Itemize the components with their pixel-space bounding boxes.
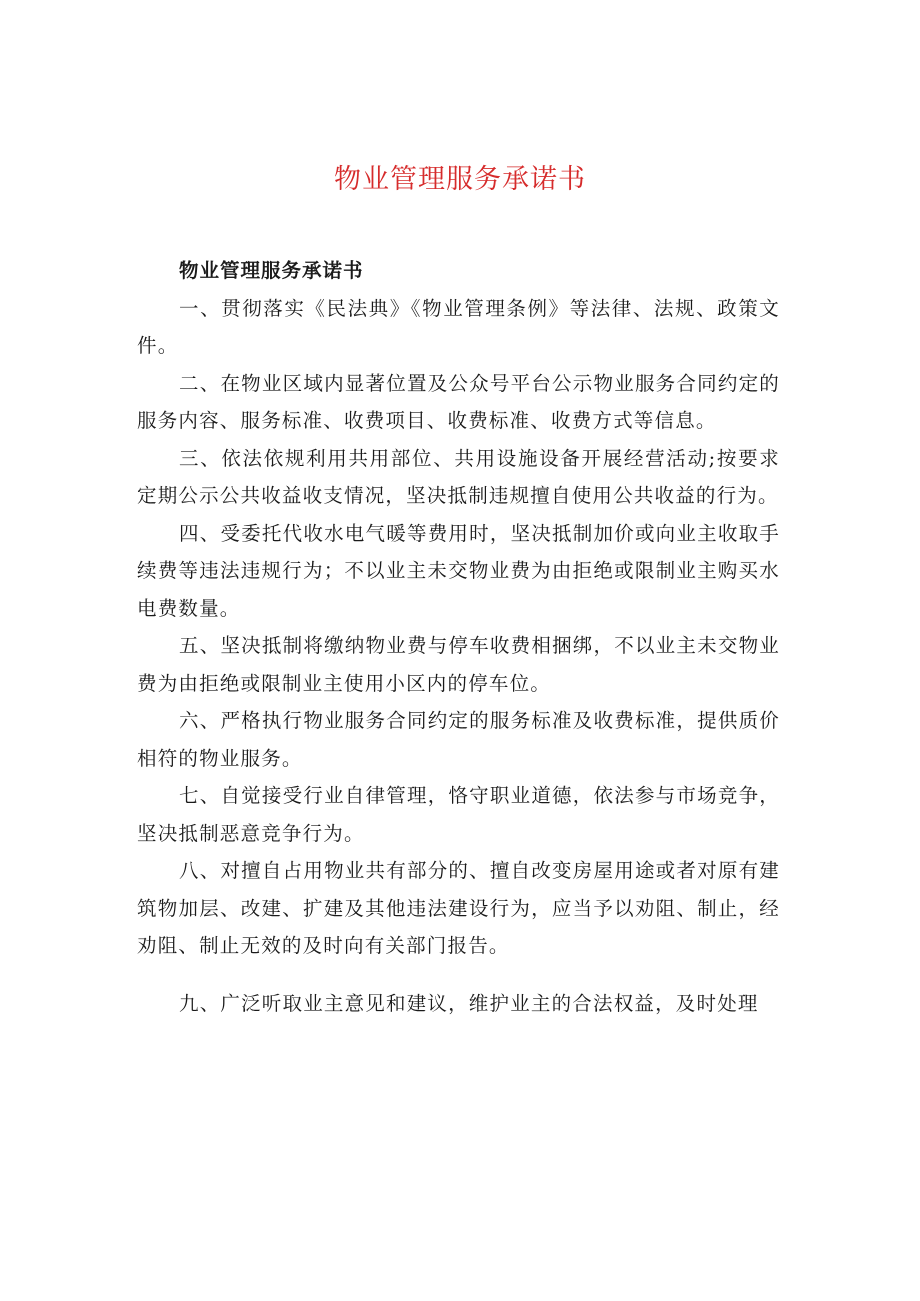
paragraph-1: 一、贯彻落实《民法典》《物业管理条例》等法律、法规、政策文件。 — [137, 296, 780, 357]
paragraph-9: 九、广泛听取业主意见和建议，维护业主的合法权益，及时处理 — [179, 991, 759, 1015]
paragraph-5: 五、坚决抵制将缴纳物业费与停车收费相捆绑，不以业主未交物业费为由拒绝或限制业主使用小区内的停车位。 — [137, 634, 780, 695]
document-subtitle: 物业管理服务承诺书 — [179, 259, 364, 282]
paragraph-7: 七、自觉接受行业自律管理，恪守职业道德，依法参与市场竞争，坚决抵制恶意竞争行为。 — [137, 784, 780, 845]
paragraph-4: 四、受委托代收水电气暖等费用时，坚决抵制加价或向业主收取手续费等违法违规行为；不以业主未交物业费为由拒绝或限制业主购买水电费数量。 — [137, 521, 780, 620]
paragraph-3: 三、依法依规利用共用部位、共用设施设备开展经营活动;按要求定期公示公共收益收支情况，坚决抵制违规擅自使用公共收益的行为。 — [137, 446, 780, 507]
document-body — [137, 252, 780, 1022]
paragraph-6: 六、严格执行物业服务合同约定的服务标准及收费标准，提供质价相符的物业服务。 — [137, 709, 780, 770]
paragraph-2: 二、在物业区域内显著位置及公众号平台公示物业服务合同约定的服务内容、服务标准、收费项目、收费标准、收费方式等信息。 — [137, 371, 780, 432]
document-title: 物业管理服务承诺书 — [334, 164, 586, 195]
paragraph-8: 八、对擅自占用物业共有部分的、擅自改变房屋用途或者对原有建筑物加层、改建、扩建及其他违法建设行为，应当予以劝阻、制止，经劝阻、制止无效的及时向有关部门报告。 — [137, 859, 780, 957]
